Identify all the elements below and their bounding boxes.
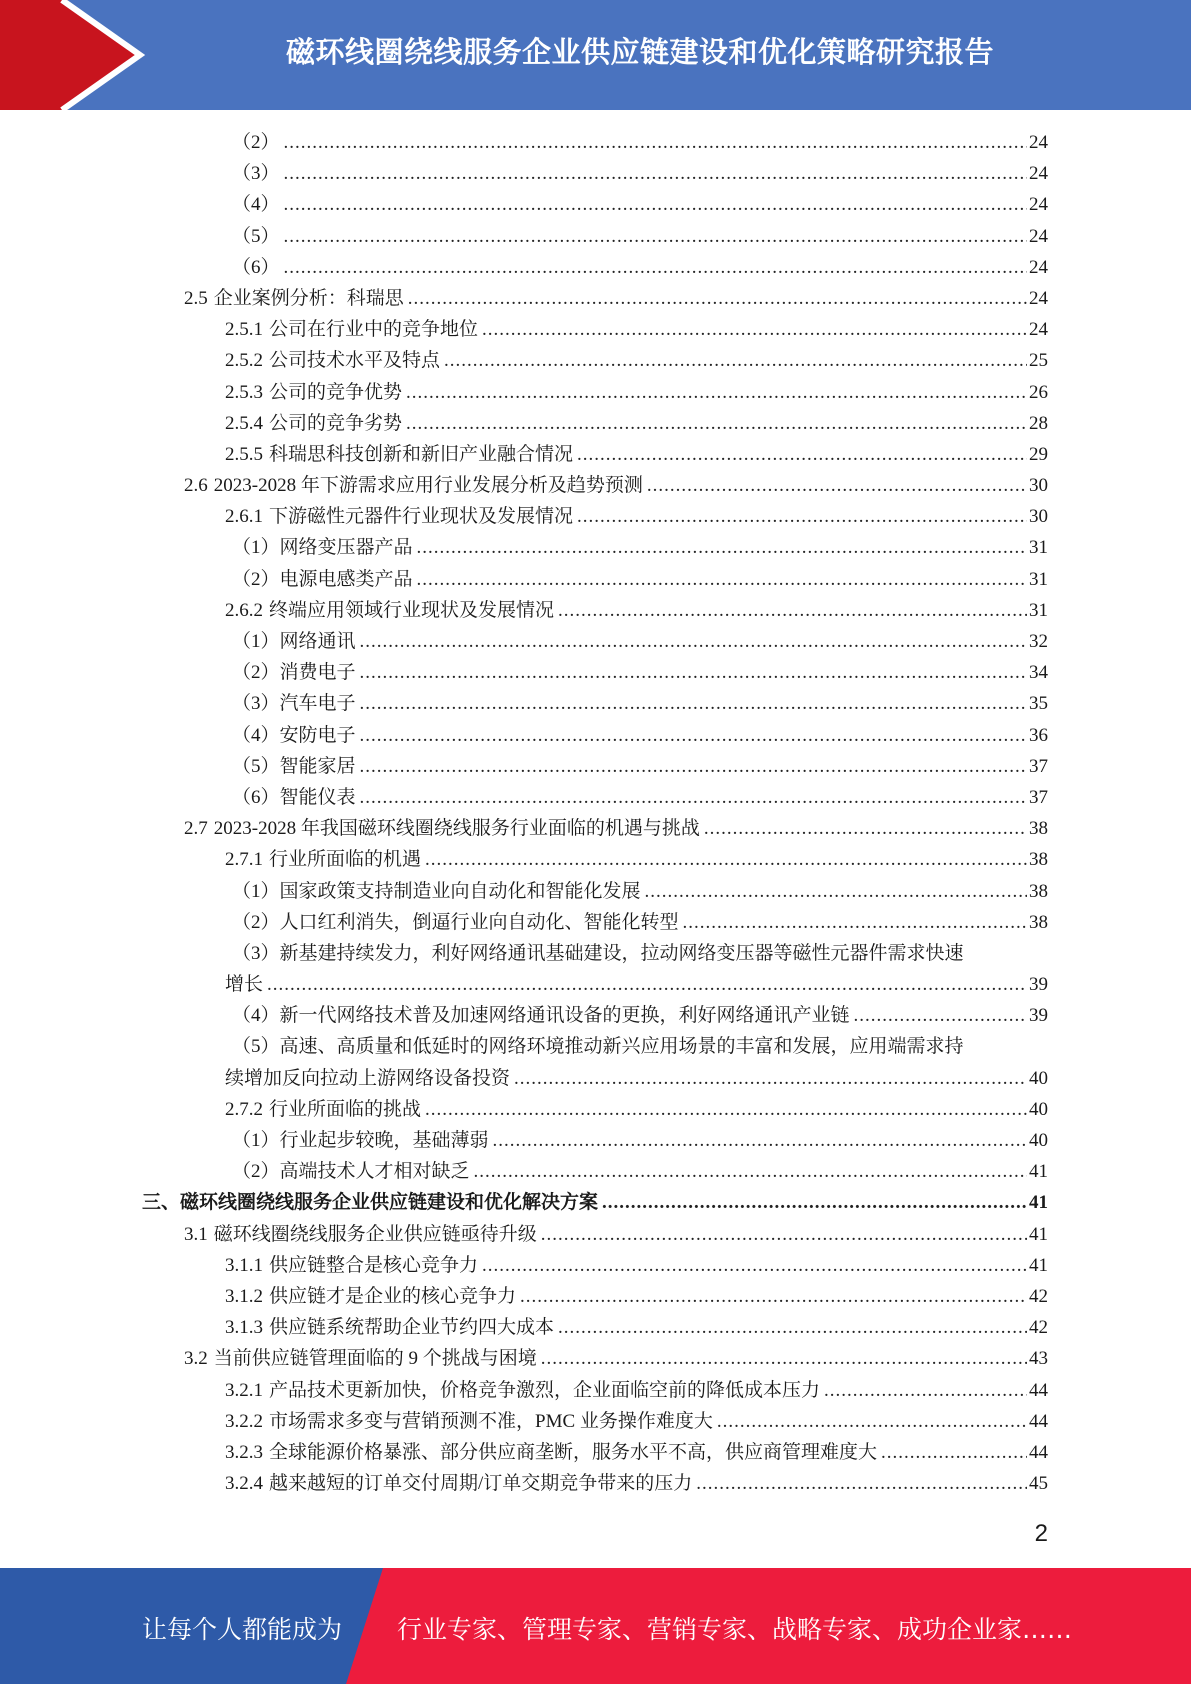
toc-entry[interactable] [0,345,1191,376]
toc-entry-title: 2023-2028 年我国磁环线圈绕线服务行业面临的机遇与挑战 [213,818,700,840]
toc-entry-number: （2） [232,1161,280,1183]
toc-entry[interactable] [0,1343,1191,1374]
toc-entry[interactable] [0,751,1191,782]
toc-entry-page: 24 [1029,319,1048,341]
toc-entry-title-continuation: 续增加反向拉动上游网络设备投资 [225,1067,511,1089]
toc-entry[interactable] [0,1125,1191,1156]
toc-entry-title: 终端应用领域行业现状及发展情况 [269,599,555,621]
toc-entry-title: 网络变压器产品 [279,537,413,559]
toc-entry-page: 34 [1029,662,1048,684]
toc-entry-number: （4） [232,724,280,746]
toc-dot-leader [493,1125,1027,1156]
toc-entry[interactable] [0,720,1191,751]
toc-entry-number: 2.5 [184,287,208,309]
toc-entry[interactable] [0,408,1191,439]
toc-entry-number: 3.2.1 [225,1379,263,1401]
toc-dot-leader [717,1406,1027,1437]
toc-entry[interactable] [0,501,1191,532]
toc-dot-leader [267,969,1027,1000]
toc-dot-leader [284,127,1027,158]
footer-banner [0,1568,1191,1684]
toc-entry[interactable] [0,564,1191,595]
toc-entry-title: 电源电感类产品 [279,568,413,590]
toc-entry-number: 2.5.2 [225,350,263,372]
toc-dot-leader [474,1156,1027,1187]
toc-entry-title-continuation: 增长 [225,974,264,996]
toc-entry-title: 下游磁性元器件行业现状及发展情况 [269,506,574,528]
toc-entry[interactable] [0,158,1191,189]
toc-entry-title: 新一代网络技术普及加速网络通讯设备的更换，利好网络通讯产业链 [279,1005,850,1027]
toc-entry-number: 2.7.2 [225,1098,263,1120]
toc-entry[interactable] [0,1250,1191,1281]
toc-entry-number: （2） [232,132,280,153]
toc-entry[interactable] [0,1375,1191,1406]
toc-entry-page: 30 [1029,475,1048,497]
toc-entry-number: 3.1 [184,1223,208,1245]
toc-entry-number: 2.5.3 [225,381,263,403]
toc-dot-leader [360,720,1027,751]
toc-entry-title: 2023-2028 年下游需求应用行业发展分析及趋势预测 [213,475,643,497]
toc-dot-leader [854,1000,1027,1031]
toc-entry-title: 供应链才是企业的核心竞争力 [269,1285,517,1307]
toc-dot-leader [602,1187,1027,1218]
toc-dot-leader [444,345,1027,376]
toc-entry[interactable] [0,1156,1191,1187]
toc-entry-number: 3.2.2 [225,1410,263,1432]
toc-entry-title: 高端技术人才相对缺乏 [279,1161,470,1183]
toc-entry-title: 行业所面临的机遇 [269,849,422,871]
toc-entry-number: （1） [232,631,280,652]
toc-entry-page: 44 [1029,1441,1048,1463]
toc-entry-number: （2） [232,911,280,933]
toc-entry-page: 44 [1029,1379,1048,1401]
toc-entry[interactable] [0,127,1191,158]
toc-dot-leader [408,283,1027,314]
toc-entry-page: 36 [1029,724,1048,746]
toc-entry[interactable] [0,595,1191,626]
toc-entry-number: 2.6.1 [225,506,263,528]
toc-entry-number: 2.5.4 [225,412,263,434]
toc-dot-leader [284,221,1027,252]
toc-entry-continuation[interactable] [0,1063,1191,1094]
toc-entry[interactable] [0,813,1191,844]
toc-dot-leader [520,1281,1027,1312]
toc-dot-leader [360,688,1027,719]
toc-entry-title: 汽车电子 [279,693,356,715]
toc-entry[interactable] [0,1219,1191,1250]
toc-entry-number: （5） [232,755,280,777]
toc-dot-leader [360,626,1027,657]
toc-dot-leader [881,1437,1027,1468]
toc-entry-number: （6） [232,256,280,278]
toc-dot-leader [558,595,1027,626]
toc-entry-title: 新基建持续发力，利好网络通讯基础建设，拉动网络变压器等磁性元器件需求快速 [279,942,964,964]
toc-entry-title: 公司在行业中的竞争地位 [269,319,479,341]
toc-entry-number: （3） [232,942,280,964]
toc-entry-number: （1） [232,1130,280,1151]
toc-entry[interactable] [0,189,1191,220]
toc-entry[interactable] [0,782,1191,813]
toc-entry-title: 企业案例分析：科瑞思 [213,287,404,309]
toc-entry-page: 35 [1029,693,1048,715]
toc-entry-page: 40 [1029,1067,1048,1089]
toc-entry[interactable] [0,470,1191,501]
toc-entry-page: 28 [1029,412,1048,434]
toc-entry-page: 43 [1029,1348,1048,1370]
toc-entry[interactable] [0,1406,1191,1437]
toc-entry-page: 38 [1029,849,1048,871]
toc-entry[interactable] [0,439,1191,470]
toc-entry-number: （2） [232,568,280,590]
toc-entry-number: （2） [232,662,280,684]
toc-entry-page: 41 [1029,1254,1048,1276]
toc-entry-page: 24 [1029,132,1048,153]
toc-entry-title: 网络通讯 [279,631,356,652]
footer-slogan-right: 行业专家、管理专家、营销专家、战略专家、成功企业家…… [397,1615,1073,1644]
toc-dot-leader [696,1468,1027,1499]
table-of-contents [0,127,1191,1499]
toc-entry-title: 越来越短的订单交付周期/订单交期竞争带来的压力 [269,1473,693,1495]
toc-entry-title: 供应链系统帮助企业节约四大成本 [269,1317,555,1339]
toc-entry[interactable] [0,1312,1191,1343]
toc-entry-number: （3） [232,163,280,185]
toc-entry-number: （3） [232,693,280,715]
toc-dot-leader [482,314,1027,345]
toc-entry-number: （5） [232,1036,280,1058]
toc-entry-title: 科瑞思科技创新和新旧产业融合情况 [269,443,574,465]
toc-dot-leader [406,408,1027,439]
toc-entry[interactable] [0,876,1191,907]
toc-entry-number: 2.5.5 [225,443,263,465]
toc-dot-leader [284,252,1027,283]
toc-dot-leader [417,564,1027,595]
toc-entry-title: 磁环线圈绕线服务企业供应链亟待升级 [213,1223,537,1245]
toc-entry-title: 行业所面临的挑战 [269,1098,422,1120]
toc-entry[interactable] [0,626,1191,657]
toc-entry-number: 2.7 [184,818,208,840]
toc-entry-number: （6） [232,786,280,808]
toc-dot-leader [704,813,1027,844]
toc-chapter-entry[interactable] [0,1187,1191,1218]
toc-entry-number: （1） [232,880,280,902]
toc-dot-leader [284,158,1027,189]
toc-entry-number: 2.7.1 [225,849,263,871]
toc-entry[interactable] [0,1437,1191,1468]
toc-entry[interactable] [0,1094,1191,1125]
toc-entry[interactable] [0,377,1191,408]
toc-entry-page: 29 [1029,443,1048,465]
toc-entry-page: 38 [1029,911,1048,933]
toc-entry-page: 38 [1029,818,1048,840]
toc-entry[interactable] [0,221,1191,252]
toc-entry-number: 三、 [142,1192,181,1214]
toc-entry-title: 公司技术水平及特点 [269,350,441,372]
toc-entry-number: 3.1.2 [225,1285,263,1307]
toc-entry[interactable] [0,314,1191,345]
toc-entry-title: 全球能源价格暴涨、部分供应商垄断，服务水平不高，供应商管理难度大 [269,1441,878,1463]
toc-entry-page: 24 [1029,256,1048,278]
toc-entry-page: 24 [1029,287,1048,309]
toc-entry-number: 3.2.3 [225,1441,263,1463]
toc-dot-leader [284,189,1027,220]
toc-dot-leader [482,1250,1027,1281]
page-number: 2 [1034,1520,1048,1547]
toc-entry[interactable] [0,657,1191,688]
toc-dot-leader [645,876,1027,907]
toc-dot-leader [425,1094,1027,1125]
toc-dot-leader [647,470,1027,501]
toc-entry-number: 3.2 [184,1348,208,1370]
toc-entry-title: 消费电子 [279,662,356,684]
toc-entry-continuation[interactable] [0,969,1191,1000]
toc-dot-leader [558,1312,1027,1343]
toc-dot-leader [541,1343,1027,1374]
toc-dot-leader [683,907,1027,938]
toc-entry-number: （1） [232,537,280,559]
toc-entry[interactable] [0,844,1191,875]
toc-dot-leader [541,1219,1027,1250]
toc-entry-page: 24 [1029,163,1048,185]
toc-dot-leader [514,1063,1027,1094]
toc-entry-page: 30 [1029,506,1048,528]
toc-entry[interactable] [0,907,1191,938]
toc-entry-page: 39 [1029,1005,1048,1027]
toc-entry[interactable] [0,252,1191,283]
toc-entry-title: 智能家居 [279,755,356,777]
toc-entry-number: （4） [232,194,280,216]
toc-dot-leader [577,501,1027,532]
toc-entry-number: 2.6.2 [225,599,263,621]
toc-entry-page: 41 [1029,1192,1048,1214]
toc-dot-leader [360,751,1027,782]
toc-entry-page: 37 [1029,755,1048,777]
toc-entry-number: （5） [232,225,280,247]
toc-entry-page: 41 [1029,1223,1048,1245]
toc-entry-number: 3.1.3 [225,1317,263,1339]
toc-entry-title: 安防电子 [279,724,356,746]
toc-entry-page: 32 [1029,631,1048,652]
header-title: 磁环线圈绕线服务企业供应链建设和优化策略研究报告 [285,35,994,69]
toc-entry-title: 磁环线圈绕线服务企业供应链建设和优化解决方案 [180,1192,599,1214]
toc-entry-page: 24 [1029,225,1048,247]
toc-entry-title: 高速、高质量和低延时的网络环境推动新兴应用场景的丰富和发展，应用端需求持 [279,1036,964,1058]
toc-entry-title: 当前供应链管理面临的 9 个挑战与困境 [213,1348,537,1370]
toc-entry-page: 31 [1029,568,1048,590]
footer-slogan-left: 让每个人都能成为 [142,1615,343,1644]
toc-entry-page: 31 [1029,599,1048,621]
toc-entry-page: 31 [1029,537,1048,559]
toc-entry-page: 42 [1029,1317,1048,1339]
toc-entry-page: 37 [1029,786,1048,808]
toc-entry-title: 人口红利消失，倒逼行业向自动化、智能化转型 [279,911,679,933]
toc-dot-leader [425,844,1027,875]
toc-dot-leader [824,1375,1027,1406]
toc-entry-title: 智能仪表 [279,786,356,808]
toc-entry[interactable] [0,283,1191,314]
toc-entry[interactable] [0,938,1191,969]
toc-entry-page: 41 [1029,1161,1048,1183]
toc-entry-number: 3.2.4 [225,1473,263,1495]
toc-entry[interactable] [0,688,1191,719]
toc-entry-title: 产品技术更新加快，价格竞争激烈，企业面临空前的降低成本压力 [269,1379,821,1401]
toc-entry-page: 38 [1029,880,1048,902]
toc-entry-number: 3.1.1 [225,1254,263,1276]
toc-entry-page: 44 [1029,1410,1048,1432]
toc-entry[interactable] [0,1000,1191,1031]
toc-entry-page: 40 [1029,1098,1048,1120]
toc-dot-leader [360,657,1027,688]
toc-entry-page: 24 [1029,194,1048,216]
toc-dot-leader [577,439,1027,470]
toc-entry[interactable] [0,532,1191,563]
toc-entry-number: （4） [232,1005,280,1027]
toc-entry-number: 2.6 [184,475,208,497]
toc-entry-page: 40 [1029,1130,1048,1151]
toc-entry[interactable] [0,1281,1191,1312]
toc-entry-title: 行业起步较晚，基础薄弱 [279,1130,489,1151]
toc-entry-page: 26 [1029,381,1048,403]
toc-entry-number: 2.5.1 [225,319,263,341]
toc-entry-title: 供应链整合是核心竞争力 [269,1254,479,1276]
toc-dot-leader [406,377,1027,408]
toc-entry-title: 公司的竞争劣势 [269,412,403,434]
toc-entry-page: 45 [1029,1473,1048,1495]
toc-entry[interactable] [0,1031,1191,1062]
toc-dot-leader [360,782,1027,813]
toc-entry[interactable] [0,1468,1191,1499]
toc-entry-title: 公司的竞争优势 [269,381,403,403]
toc-entry-page: 25 [1029,350,1048,372]
toc-dot-leader [417,532,1027,563]
toc-entry-title: 国家政策支持制造业向自动化和智能化发展 [279,880,641,902]
header-banner [0,0,1191,110]
toc-entry-title: 市场需求多变与营销预测不准，PMC 业务操作难度大 [269,1410,713,1432]
toc-entry-page: 39 [1029,974,1048,996]
toc-entry-page: 42 [1029,1285,1048,1307]
